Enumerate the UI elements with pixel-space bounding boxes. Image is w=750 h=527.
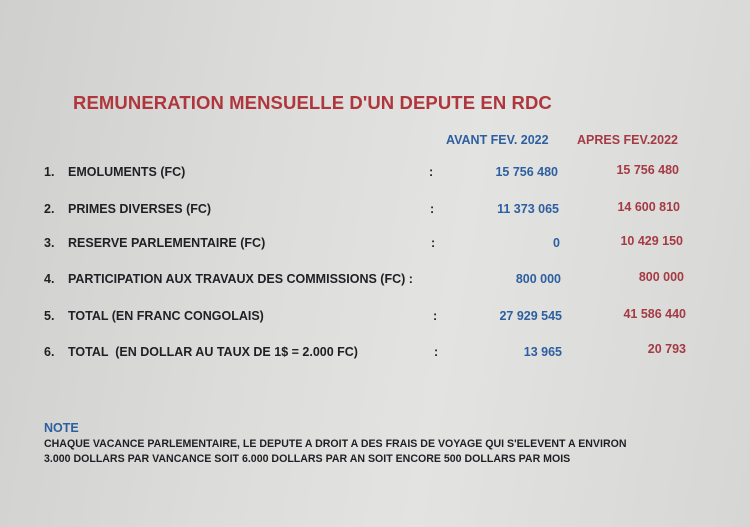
value-avant: 0 [553, 236, 560, 250]
value-apres: 20 793 [647, 342, 686, 356]
row-number: 6. [44, 345, 55, 359]
row-label: PRIMES DIVERSES (FC) [68, 202, 212, 216]
value-apres: 10 429 150 [620, 234, 683, 248]
value-apres: 15 756 480 [616, 163, 679, 177]
note-title: NOTE [44, 421, 79, 435]
value-avant: 800 000 [515, 272, 561, 286]
row-label: EMOLUMENTS (FC) [68, 165, 186, 179]
row-colon: : [429, 165, 434, 179]
table-row [0, 202, 750, 222]
value-apres: 41 586 440 [623, 307, 686, 321]
table-row [0, 309, 750, 329]
row-number: 3. [44, 236, 55, 250]
table-row [0, 342, 750, 365]
row-label: PARTICIPATION AUX TRAVAUX DES COMMISSIONS (FC) : [68, 272, 413, 286]
row-label: TOTAL (EN DOLLAR AU TAUX DE 1$ = 2.000 FC) [68, 345, 358, 359]
row-colon: : [431, 236, 436, 250]
row-label: RESERVE PARLEMENTAIRE (FC) [68, 236, 266, 250]
row-number: 1. [44, 165, 55, 179]
value-apres: 14 600 810 [617, 200, 680, 214]
table-row [0, 165, 750, 185]
row-number: 4. [44, 272, 55, 286]
value-avant: 11 373 065 [497, 202, 559, 216]
row-label: TOTAL (EN FRANC CONGOLAIS) [68, 309, 264, 323]
document-title: REMUNERATION MENSUELLE D'UN DEPUTE EN RDC [73, 92, 552, 113]
note-line: 3.000 DOLLARS PAR VANCANCE SOIT 6.000 DOLLARS PAR AN SOIT ENCORE 500 DOLLARS PAR MOIS [44, 453, 571, 465]
value-apres: 800 000 [638, 270, 684, 284]
column-header-apres: APRES FEV.2022 [577, 133, 678, 147]
column-header-avant: AVANT FEV. 2022 [446, 133, 549, 147]
table-row [0, 272, 750, 292]
row-number: 2. [44, 202, 55, 216]
table-row [0, 236, 750, 256]
row-colon: : [430, 202, 435, 216]
row-colon: : [434, 345, 439, 359]
value-avant: 27 929 545 [499, 309, 562, 323]
row-number: 5. [44, 309, 55, 323]
note-line: CHAQUE VACANCE PARLEMENTAIRE, LE DEPUTE A DROIT A DES FRAIS DE VOYAGE QUI S'ELEVENT A ENVIRON [44, 438, 627, 450]
value-avant: 15 756 480 [495, 165, 558, 179]
row-colon: : [433, 309, 438, 323]
value-avant: 13 965 [523, 345, 562, 359]
